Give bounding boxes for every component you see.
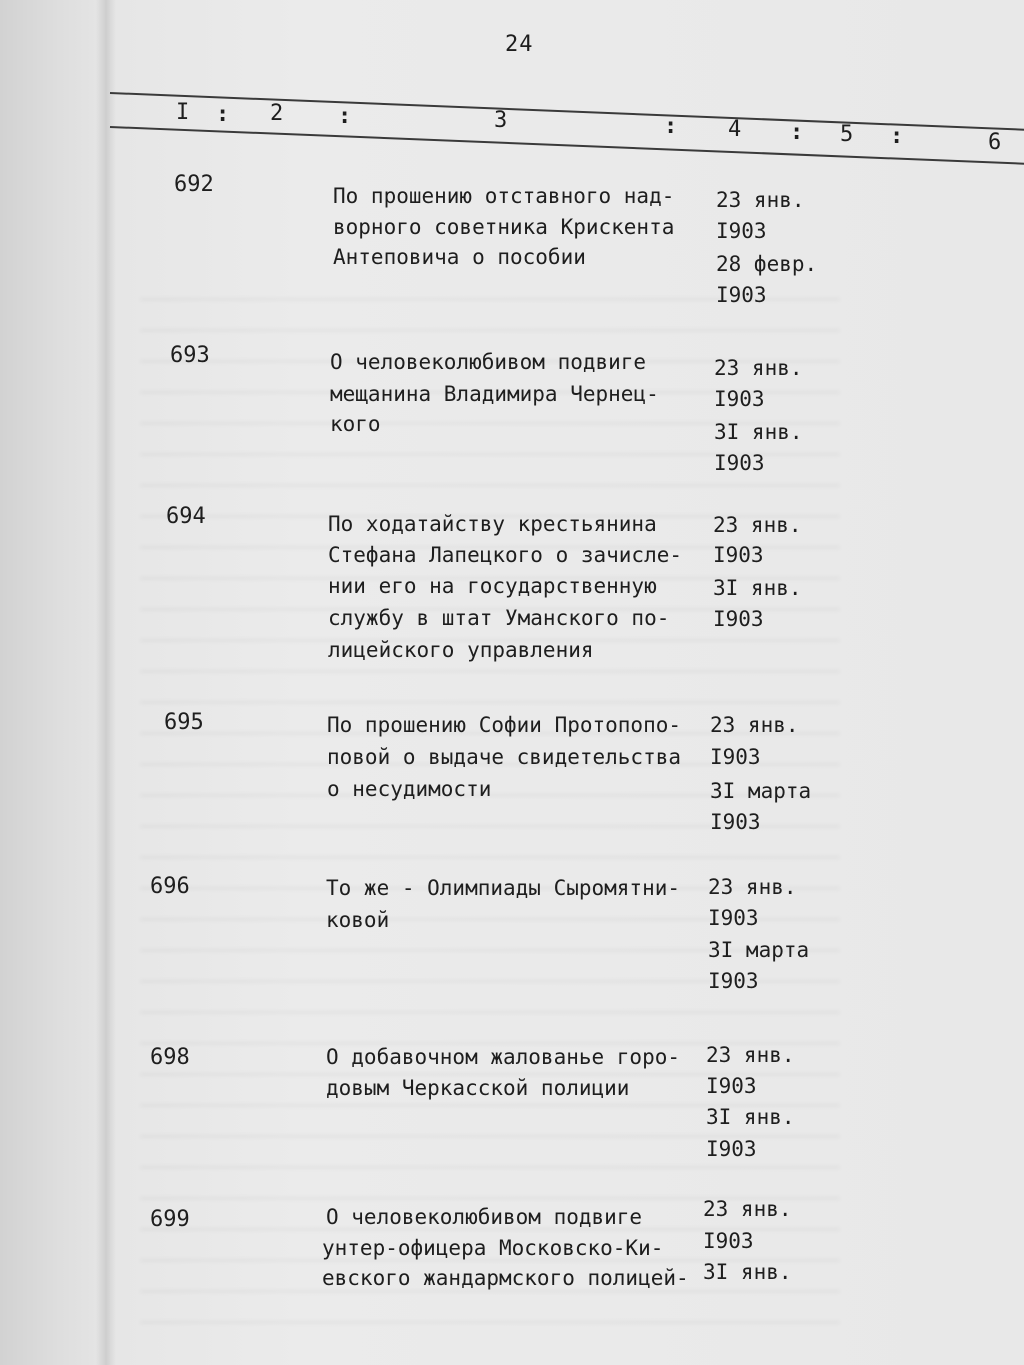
column-header-1: I bbox=[176, 100, 190, 125]
entry-description-line: О добавочном жалованье горо- bbox=[326, 1045, 681, 1069]
entry-date-end: 28 февр. bbox=[716, 252, 818, 276]
entry-description-line: Антеповича о пособии bbox=[333, 245, 586, 269]
entry-description-line: Стефана Лапецкого о зачисле- bbox=[328, 543, 683, 567]
page-number: 24 bbox=[505, 32, 534, 57]
entry-date-end-year: I903 bbox=[716, 283, 767, 307]
entry-description-line: евского жандармского полицей- bbox=[322, 1266, 689, 1290]
entry-date-start-year: I903 bbox=[703, 1229, 754, 1253]
entry-number: 694 bbox=[166, 504, 206, 529]
entry-date-start-year: I903 bbox=[706, 1074, 757, 1098]
entry-date-end-year: I903 bbox=[713, 607, 764, 631]
entry-description-line: По прошению Софии Протопопо- bbox=[327, 713, 682, 737]
entry-date-end-year: I903 bbox=[710, 810, 761, 834]
column-header-4: 4 bbox=[728, 117, 742, 142]
entry-description-line: довым Черкасской полиции bbox=[326, 1076, 630, 1100]
entry-description-line: службу в штат Уманского по- bbox=[328, 606, 670, 630]
entry-number: 692 bbox=[174, 172, 214, 197]
entry-date-end: 3I янв. bbox=[703, 1260, 792, 1284]
column-header-3: 3 bbox=[494, 108, 508, 133]
entry-date-end: 3I марта bbox=[708, 938, 810, 962]
entry-description-line: ворного советника Крискента bbox=[333, 215, 675, 239]
entry-date-start: 23 янв. bbox=[716, 188, 805, 212]
entry-description-line: По ходатайству крестьянина bbox=[328, 512, 657, 536]
entry-description-line: ковой bbox=[326, 908, 390, 932]
entry-date-start: 23 янв. bbox=[710, 713, 799, 737]
entry-date-start-year: I903 bbox=[713, 543, 764, 567]
entry-date-end: 3I янв. bbox=[713, 576, 802, 600]
entry-number: 699 bbox=[150, 1207, 190, 1232]
column-header-6: 6 bbox=[988, 130, 1002, 155]
column-separator: : bbox=[664, 114, 678, 139]
entry-description-line: мещанина Владимира Чернец- bbox=[330, 382, 659, 406]
column-header-5: 5 bbox=[840, 122, 854, 147]
entry-date-end-year: I903 bbox=[708, 969, 759, 993]
header-rule-bottom bbox=[110, 126, 1024, 165]
entry-description-line: По прошению отставного над- bbox=[333, 184, 675, 208]
entry-description-line: кого bbox=[330, 412, 381, 436]
entry-date-start: 23 янв. bbox=[706, 1043, 795, 1067]
entry-date-end: 3I марта bbox=[710, 779, 812, 803]
entry-description-line: О человеколюбивом подвиге bbox=[326, 1205, 643, 1229]
entry-description-line: О человеколюбивом подвиге bbox=[330, 350, 647, 374]
entry-date-start: 23 янв. bbox=[714, 356, 803, 380]
column-separator: : bbox=[890, 124, 904, 149]
column-separator: : bbox=[338, 104, 352, 129]
entry-description-line: унтер-офицера Московско-Ки- bbox=[322, 1236, 664, 1260]
entry-number: 695 bbox=[164, 710, 204, 735]
entry-number: 696 bbox=[150, 874, 190, 899]
binding-shadow bbox=[96, 0, 116, 1365]
column-separator: : bbox=[216, 102, 230, 127]
entry-number: 698 bbox=[150, 1045, 190, 1070]
entry-date-start: 23 янв. bbox=[713, 513, 802, 537]
entry-description-line: повой о выдаче свидетельства bbox=[327, 745, 682, 769]
entry-date-end-year: I903 bbox=[706, 1137, 757, 1161]
entry-number: 693 bbox=[170, 343, 210, 368]
entry-description-line: То же - Олимпиады Сыромятни- bbox=[326, 876, 681, 900]
entry-description-line: о несудимости bbox=[327, 777, 492, 801]
entry-date-start: 23 янв. bbox=[703, 1197, 792, 1221]
entry-date-end: 3I янв. bbox=[706, 1105, 795, 1129]
entry-description-line: нии его на государственную bbox=[328, 574, 657, 598]
header-rule-top bbox=[110, 92, 1024, 131]
column-header-2: 2 bbox=[270, 101, 284, 126]
entry-description-line: лицейского управления bbox=[328, 638, 594, 662]
entry-date-end-year: I903 bbox=[714, 451, 765, 475]
entry-date-start-year: I903 bbox=[716, 219, 767, 243]
entry-date-start-year: I903 bbox=[710, 745, 761, 769]
entry-date-start-year: I903 bbox=[714, 387, 765, 411]
column-separator: : bbox=[790, 120, 804, 145]
entry-date-start-year: I903 bbox=[708, 906, 759, 930]
entry-date-end: 3I янв. bbox=[714, 420, 803, 444]
entry-date-start: 23 янв. bbox=[708, 875, 797, 899]
